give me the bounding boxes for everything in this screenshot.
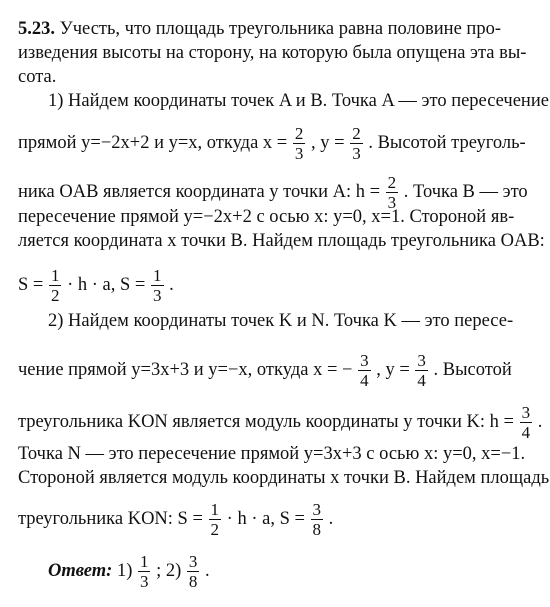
answer-fraction-1 xyxy=(138,552,151,591)
fraction-numerator: 1 xyxy=(153,266,162,285)
part1-formula xyxy=(18,266,174,305)
fraction-denominator: 4 xyxy=(417,371,426,390)
part2-line-2-c: . Высотой xyxy=(433,359,512,380)
part1-line-2-b: , y = xyxy=(311,132,345,153)
fraction-one-half-k xyxy=(209,500,222,539)
answer-fraction-2 xyxy=(187,552,200,591)
part1-line-3-a: ника OAB является координата y точки A: h = xyxy=(18,181,381,202)
fraction-h-k xyxy=(520,403,533,442)
fraction-y-a xyxy=(350,124,363,163)
part2-line-2 xyxy=(18,351,512,390)
fraction-area-oab xyxy=(151,266,164,305)
problem-line-2: изведения высоты на сторону, на которую была опущена эта вы- xyxy=(18,43,527,63)
fraction-x-a xyxy=(293,124,306,163)
fraction-numerator: 3 xyxy=(188,552,198,571)
fraction-numerator: 2 xyxy=(352,124,361,143)
problem-line-1 xyxy=(18,18,501,40)
part2-line-2-b: , y = xyxy=(376,359,410,380)
problem-line-3: сота. xyxy=(18,67,57,87)
fraction-denominator: 2 xyxy=(210,520,220,539)
fraction-denominator: 3 xyxy=(153,286,162,305)
part2-line-2-a: чение прямой y=3x+3 и y=−x, откуда x = − xyxy=(18,359,353,380)
part2-line-6-b: · h · a, S = xyxy=(226,508,305,529)
part2-line-1: 2) Найдем координаты точек K и N. Точка K — это пересе- xyxy=(48,311,514,331)
fraction-numerator: 1 xyxy=(139,552,149,571)
part1-line-4: пересечение прямой y=−2x+2 с осью x: y=0, x=1. Стороной яв- xyxy=(18,207,515,227)
fraction-denominator: 3 xyxy=(139,572,149,591)
part2-line-3 xyxy=(18,403,542,442)
fraction-one-half xyxy=(49,266,62,305)
fraction-area-kon xyxy=(311,500,324,539)
problem-text-1: Учесть, что площадь треугольника равна половине про- xyxy=(59,19,501,39)
part2-line-3-b: . xyxy=(537,411,543,432)
answer-separator: ; 2) xyxy=(156,560,182,581)
fraction-denominator: 8 xyxy=(312,520,322,539)
part1-line-1: 1) Найдем координаты точек A и B. Точка A — это пересечение xyxy=(48,91,549,111)
part1-formula-c: . xyxy=(169,274,174,295)
fraction-denominator: 3 xyxy=(387,193,397,212)
part1-line-2-a: прямой y=−2x+2 и y=x, откуда x = xyxy=(18,132,288,153)
fraction-y-k xyxy=(415,351,428,390)
part1-line-2 xyxy=(18,124,526,163)
fraction-numerator: 2 xyxy=(387,173,397,192)
problem-number: 5.23. xyxy=(18,19,55,39)
part2-line-6-a: треугольника KON: S = xyxy=(18,508,203,529)
fraction-x-k xyxy=(358,351,371,390)
answer-part-1: 1) xyxy=(116,560,133,581)
fraction-numerator: 3 xyxy=(417,351,426,370)
part2-line-6 xyxy=(18,500,333,539)
answer-line xyxy=(48,552,210,591)
answer-label: Ответ: xyxy=(48,560,113,581)
part1-line-3-b: . Точка B — это xyxy=(403,181,528,202)
answer-end: . xyxy=(205,560,210,581)
fraction-numerator: 3 xyxy=(521,403,531,422)
part2-line-4: Точка N — это пересечение прямой y=3x+3 с осью x: y=0, x=−1. xyxy=(18,444,526,464)
part2-line-6-c: . xyxy=(328,508,334,529)
part2-line-3-a: треугольника KON является модуль координаты y точки K: h = xyxy=(18,411,514,432)
part1-line-2-c: . Высотой треуголь- xyxy=(368,132,526,153)
fraction-denominator: 8 xyxy=(188,572,198,591)
fraction-denominator: 3 xyxy=(352,144,361,163)
fraction-denominator: 2 xyxy=(50,286,60,305)
part2-line-5: Стороной является модуль координаты x точки B. Найдем площадь xyxy=(18,468,550,488)
part1-line-5: ляется координата x точки B. Найдем площадь треугольника OAB: xyxy=(18,231,545,251)
fraction-numerator: 1 xyxy=(50,266,60,285)
part1-formula-a: S = xyxy=(18,274,44,295)
fraction-denominator: 3 xyxy=(294,144,304,163)
fraction-numerator: 2 xyxy=(294,124,304,143)
fraction-numerator: 3 xyxy=(360,351,369,370)
fraction-numerator: 1 xyxy=(210,500,220,519)
fraction-denominator: 4 xyxy=(521,423,531,442)
fraction-denominator: 4 xyxy=(360,371,369,390)
part1-formula-b: · h · a, S = xyxy=(67,274,146,295)
fraction-numerator: 3 xyxy=(312,500,322,519)
